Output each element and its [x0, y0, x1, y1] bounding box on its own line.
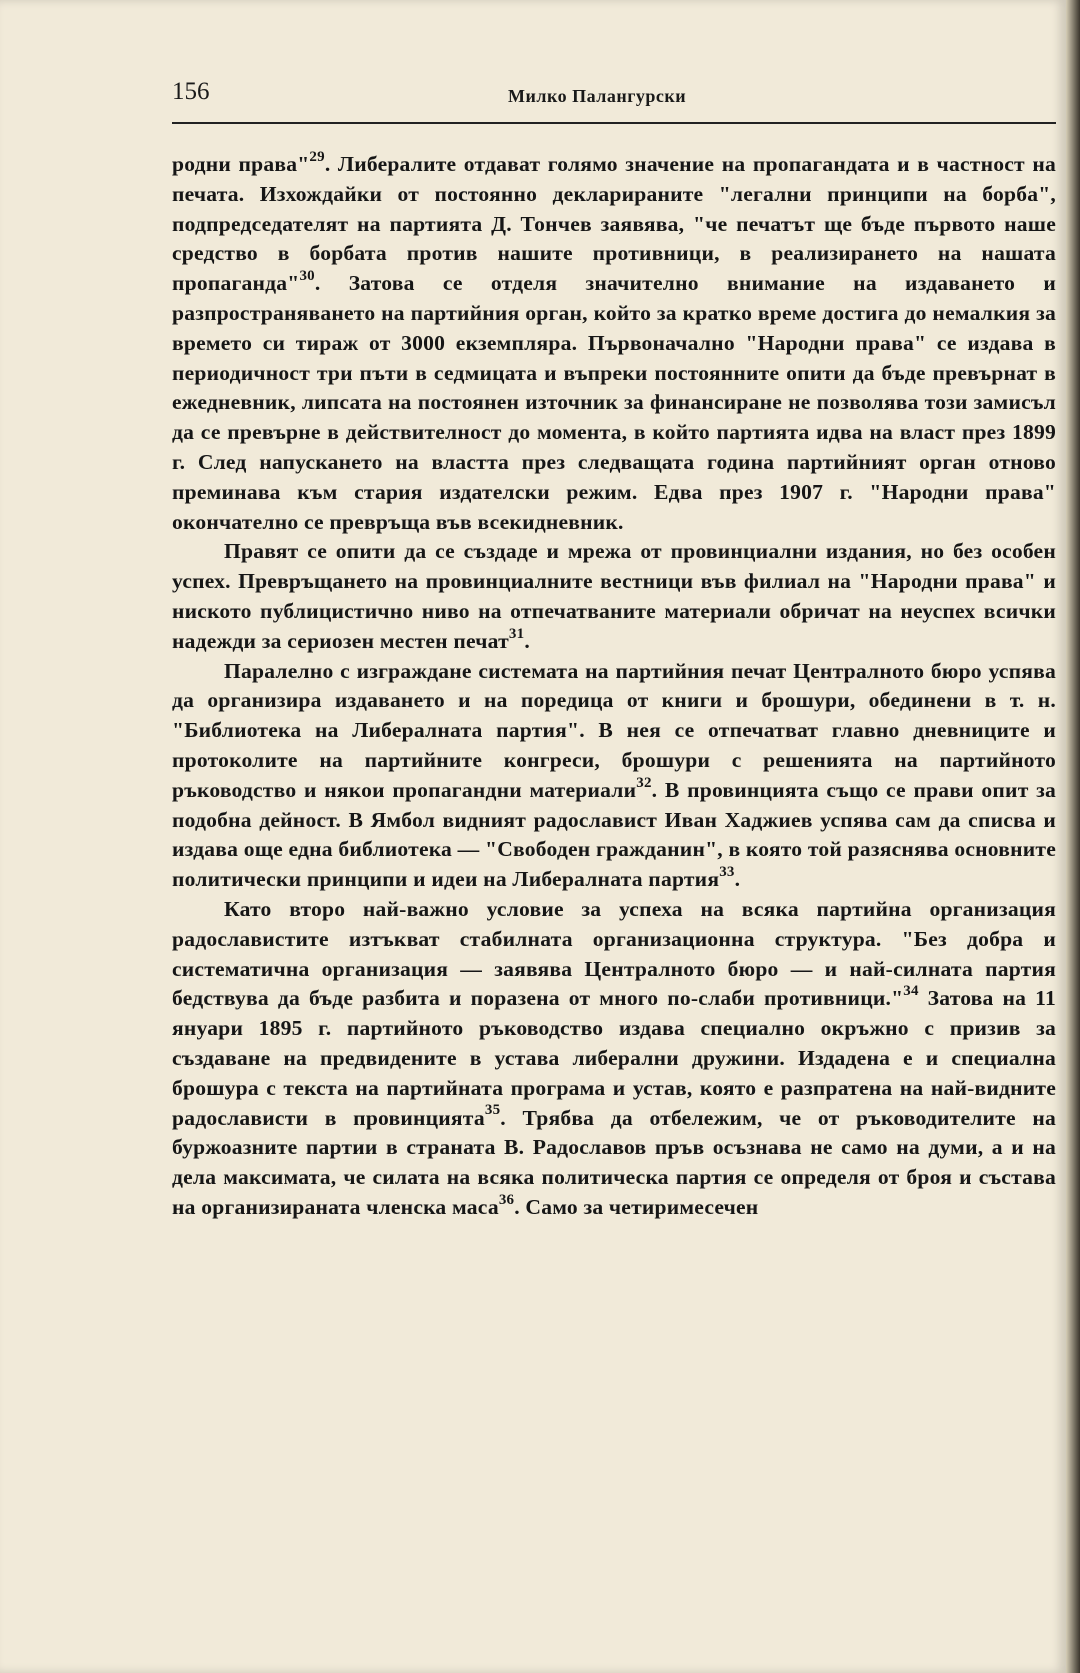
text-segment: . Затова се отделя значително внимание на издаването и разпространяването на партийния орган, който за кратко време достига до немалкия за времето си тираж от 3000 екземпляра. Първоначално "Народни права" се издава в периодичност три пъти в седмицата и въпреки постоянните опити да бъде превърнат в ежедневник, липсата на постоянен източник за финансиране не позволява този замисъл да се превърне в действителност до момента, в който партията идва на власт през 1899 г. След напускането на властта през следващата година партийният орган отново преминава към стария издателски режим. Едва през 1907 г. "Народни права" окончателно се превръща във всекидневник.	[172, 271, 1056, 534]
page-header	[172, 78, 1056, 124]
footnote-ref: 33	[719, 863, 735, 880]
footnote-ref: 36	[498, 1191, 515, 1208]
footnote-ref: 32	[636, 774, 652, 791]
page-number: 156	[172, 78, 210, 105]
footnote-ref: 35	[484, 1102, 501, 1119]
footnote-ref: 29	[309, 148, 325, 165]
running-head-author: Милко Палангурски	[508, 86, 687, 106]
text-segment: . Трябва да отбележим, че от ръководителите на буржоазните партии в страната В. Радославов пръв осъзнава не само на думи, а и на дела максимата, че силата на всяка политическа партия се определя от броя и състава на организираната членска маса	[172, 1105, 1057, 1219]
text-segment: Като второ най-важно условие за успеха на всяка партийна организация радославистите изтъкват стабилната организационна структура. "Без добра и систематична организация — заявява Централното бюро — и най-силната партия бедствува да бъде разбита и поразена от много по-слаби противници."	[172, 896, 1056, 1011]
text-segment: .	[524, 628, 530, 653]
text-segment: Затова на 11 януари 1895 г. партийното ръководство издава специално окръжно с призив за създаване на предвидените в устава либерални дружини. Издадена е и специална брошура с текста на партийната програма и устав, която е разпратена на най-видните радослависти в провинцията	[172, 986, 1056, 1130]
text-segment: Правят се опити да се създаде и мрежа от провинциални издания, но без особен успех. Превръщането на провинциалните вестници във филиал на "Народни права" и ниското публицистично ниво на отпечатваните материали обричат на неуспех всички надежди за сериозен местен печат	[172, 539, 1056, 653]
paragraph	[172, 150, 1056, 537]
text-segment: Паралелно с изграждане системата на партийния печат Централното бюро успява да организира издаването и на поредица от книги и брошури, обединени в т. н. "Библиотека на Либералната партия". В нея се отпечатват главно дневниците и протоколите на партийните конгреси, брошури с решенията на партийното ръководство и някои пропагандни материали	[172, 658, 1056, 802]
footnote-ref: 34	[903, 983, 919, 1000]
paragraph	[172, 895, 1056, 1223]
text-segment: . В провинцията също се прави опит за подобна дейност. В Ямбол видният радославист Иван Хаджиев успява сам да списва и издава още една библиотека — "Свободен гражданин", в която той разяснява основните политически принципи и идеи на Либералната партия	[172, 777, 1056, 892]
body-text	[172, 150, 1056, 1223]
text-segment: . Либералите отдават голямо значение на пропагандата и в частност на печата. Изхождайки от постоянно декларираните "легални принципи на борба", подпредседателят на партията Д. Тончев заявява, "че печатът ще бъде първото наше средство в борбата против нашите противници, в реализирането на нашата пропаганда"	[172, 152, 1056, 296]
paragraph	[172, 537, 1056, 656]
paragraph	[172, 657, 1056, 895]
text-segment: .	[734, 867, 741, 892]
text-segment: родни права"	[172, 152, 310, 176]
footnote-ref: 30	[299, 268, 315, 284]
book-edge-shadow	[1066, 0, 1080, 1673]
text-segment: . Само за четиримесечен	[514, 1194, 759, 1219]
footnote-ref: 31	[508, 625, 525, 642]
